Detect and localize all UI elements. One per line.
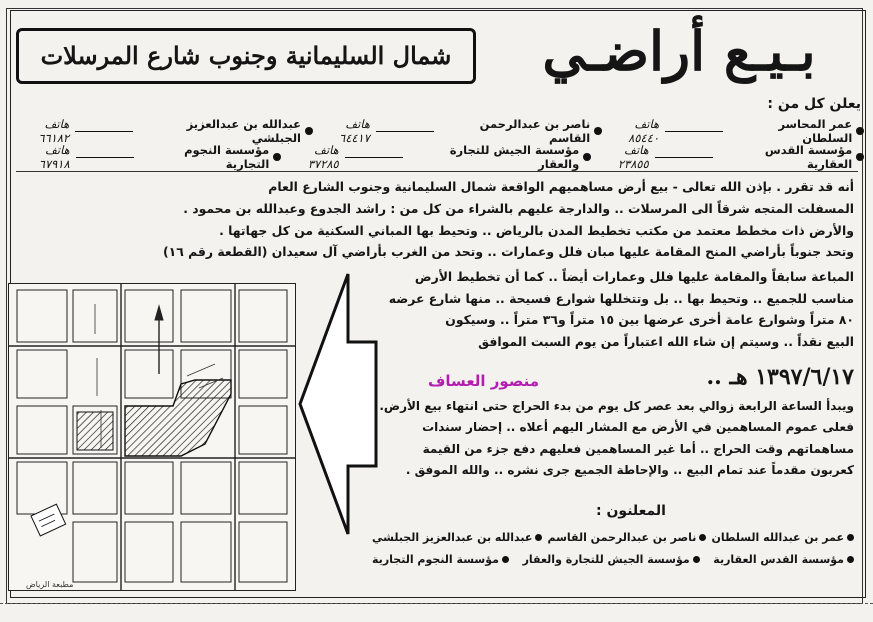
- body-line: والأرض ذات مخطط معتمد من مكتب تخطيط المدن بالرياض .. وتحيط بها المباني السكنية من كل جهاتها .: [219, 222, 854, 238]
- body-line: المسفلت المتجه شرقاً الى المرسلات .. والدارجة عليهم بالشراء من كل من : راشد الجدوع وعبدالله بن محمود .: [183, 200, 854, 216]
- map-block: [239, 350, 287, 398]
- body-line: مناسب للجميع .. وتحيط بها .. بل وتتخللها شوارع فسيحة .. منها شارع عرضه: [388, 290, 854, 306]
- bullet-icon: [273, 153, 281, 161]
- dotted-rule: [665, 131, 723, 132]
- map-block: [181, 462, 231, 514]
- firms-row-1: [12, 118, 864, 144]
- body-line: مساهماتهم وقت الحراج .. أما غير المساهمين فعليهم دفع جزء من القيمة: [422, 441, 854, 456]
- print-credit: مطبعة الرياض: [26, 580, 74, 589]
- dotted-rule: [75, 131, 133, 132]
- auction-date: ١٣٩٧/٦/١٧ هـ ..: [706, 364, 854, 390]
- firms-bottom-row-1: [372, 526, 854, 548]
- firm-entry: [713, 553, 854, 566]
- map-block: [73, 462, 117, 514]
- firm-name: مؤسسة القدس العقارية: [713, 552, 844, 566]
- footer-band: [0, 603, 873, 622]
- firm-phone: هاتف ٦٤٤١٧: [339, 117, 370, 145]
- firm-name: عمر بن عبدالله السلطان: [711, 530, 844, 544]
- dotted-rule: [376, 131, 434, 132]
- firm-phone: هاتف ٨٥٤٤٠: [628, 117, 660, 145]
- bullet-icon: [856, 153, 864, 161]
- map-block: [125, 290, 173, 342]
- firm-phone: هاتف ٦٦١٨٢: [38, 117, 70, 145]
- dotted-rule: [76, 157, 134, 158]
- firm-entry: [372, 531, 542, 544]
- firms-row-2: [12, 144, 864, 170]
- firm-entry: [602, 117, 864, 145]
- body-line: ويبدأ الساعة الرابعة زوالي بعد عصر كل يوم من بدء الحراج حتى انتهاء بيع الأرض.: [379, 399, 854, 413]
- ad-subtitle: شمال السليمانية وجنوب شارع المرسلات: [16, 28, 476, 84]
- firm-name: عبدالله بن عبدالعزيز الجبلشي: [186, 117, 301, 145]
- bullet-icon: [856, 127, 864, 135]
- map-block: [239, 522, 287, 582]
- map-block: [17, 406, 67, 454]
- firm-name: ناصر بن عبدالرحمن القاسم: [547, 530, 697, 544]
- map-block: [239, 462, 287, 514]
- pointer-arrow-icon: [296, 270, 380, 538]
- bullet-icon: [535, 534, 542, 541]
- firm-entry: [12, 143, 281, 171]
- firm-name: عمر المحاسر السلطان: [778, 117, 853, 145]
- body-line: المباعة سابقاً والمقامة عليها فلل وعمارات أيضاً .. كما أن تخطيط الأرض: [414, 269, 854, 284]
- firms-bottom-grid: [372, 526, 854, 570]
- handwritten-annotation: منصور العساف: [428, 372, 540, 390]
- firm-phone: هاتف ٦٧٩١٨: [38, 143, 70, 171]
- bullet-icon: [502, 556, 509, 563]
- dotted-rule: [345, 157, 403, 158]
- firm-entry: [372, 553, 509, 566]
- ad-headline: بـيـع أراضـي: [542, 19, 816, 83]
- map-block: [125, 462, 173, 514]
- bullet-icon: [699, 534, 706, 541]
- map-block: [239, 290, 287, 342]
- map-block: [17, 350, 67, 398]
- firm-entry: [313, 117, 602, 145]
- firm-phone: هاتف ٣٧٢٨٥: [307, 143, 339, 171]
- map-block: [73, 522, 117, 582]
- body-line: البيع نقداً .. وسيتم إن شاء الله اعتباراً من يوم السبت الموافق: [478, 333, 854, 349]
- map-block: [17, 290, 67, 342]
- dotted-rule: [655, 157, 713, 158]
- body-line: كعربون مقدماً عند تمام البيع .. والإحاطة الجميع جرى نشره .. والله الموفق .: [405, 463, 854, 478]
- firm-name: مؤسسة النجوم التجارية: [372, 552, 499, 566]
- bullet-icon: [583, 153, 591, 161]
- section-divider: [16, 171, 858, 172]
- firm-entry: [523, 553, 700, 566]
- ad-lower-paragraph: [378, 266, 854, 352]
- bullet-icon: [847, 534, 854, 541]
- firm-entry: [12, 117, 313, 145]
- map-block: [125, 522, 173, 582]
- ad-closing-paragraph: [378, 396, 854, 482]
- firms-bottom-row-2: [372, 548, 854, 570]
- body-line: فعلى عموم المساهمين في الأرض مع المشار اليهم أعلاه .. إحضار سندات: [422, 420, 854, 435]
- map-block: [181, 290, 231, 342]
- firm-name: ناصر بن عبدالرحمن القاسم: [479, 117, 591, 145]
- bullet-icon: [847, 556, 854, 563]
- announcer-label: يعلن كل من :: [767, 96, 861, 112]
- firm-phone: هاتف ٢٣٨٥٥: [617, 143, 649, 171]
- firm-name: مؤسسة الجيش للتجارة والعقار: [449, 143, 580, 171]
- firms-top-grid: [12, 118, 864, 170]
- firm-name: مؤسسة النجوم التجارية: [184, 143, 270, 171]
- announcers-title: المعلنون :: [596, 503, 666, 519]
- firm-name: مؤسسة القدس العقارية: [764, 143, 853, 171]
- firm-name: مؤسسة الجيش للتجارة والعقار: [522, 552, 690, 566]
- body-line: أنه قد تقرر . بإذن الله تعالى - بيع أرض مساهميهم الواقعة شمال السليمانية وجنوب الشارع العام: [268, 179, 854, 194]
- adjacent-parcel: [77, 412, 113, 450]
- firm-entry: [591, 143, 864, 171]
- bullet-icon: [693, 556, 700, 563]
- body-line: وتحد جنوباً بأراضي المنح المقامة عليها مبان فلل وعمارات .. وتحد من الغرب بأراضي آل سعيدان (القطعة رقم ١٦): [162, 244, 854, 260]
- firm-entry: [712, 531, 855, 544]
- site-plan-map: [8, 283, 296, 591]
- body-line: ٨٠ متراً وشوارع عامة أخرى عرضها بين ١٥ متراً و٣٦ متراً .. وسيكون: [445, 312, 854, 328]
- property-parcel: [125, 380, 231, 456]
- ad-body-paragraph: [22, 176, 854, 263]
- site-plan-drawing: [9, 284, 295, 590]
- landmark-box: [31, 504, 66, 536]
- firm-entry: [547, 531, 706, 544]
- firm-name: عبدالله بن عبدالعزيز الجبلشي: [372, 530, 533, 544]
- map-block: [239, 406, 287, 454]
- bullet-icon: [305, 127, 313, 135]
- map-block: [17, 462, 67, 514]
- map-block: [125, 350, 173, 398]
- map-block: [181, 522, 231, 582]
- firm-entry: [281, 143, 591, 171]
- bullet-icon: [594, 127, 602, 135]
- street-label-mark: [187, 364, 215, 376]
